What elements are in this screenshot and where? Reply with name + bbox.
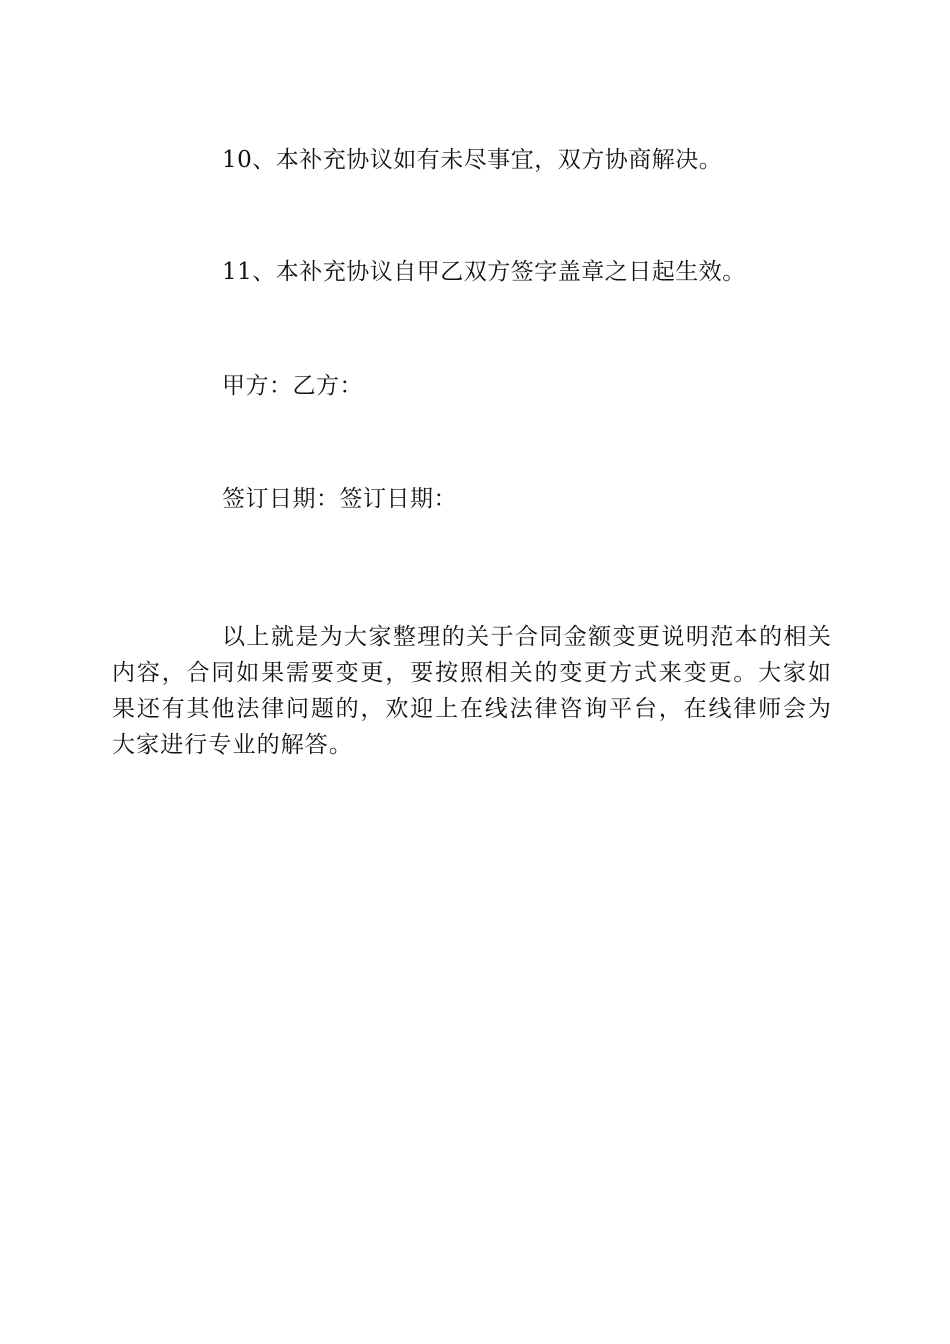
closing-paragraph: 以上就是为大家整理的关于合同金额变更说明范本的相关内容，合同如果需要变更，要按照相关的变更方式来变更。大家如果还有其他法律问题的，欢迎上在线法律咨询平台，在线律师会为大家进行专业的解答。	[112, 624, 832, 758]
clause-10: 10、本补充协议如有未尽事宜，双方协商解决。	[222, 147, 723, 173]
signing-date-line: 签订日期：签订日期：	[222, 486, 457, 512]
clause-11: 11、本补充协议自甲乙双方签字盖章之日起生效。	[222, 259, 746, 285]
party-signature-line: 甲方：乙方：	[222, 373, 363, 399]
